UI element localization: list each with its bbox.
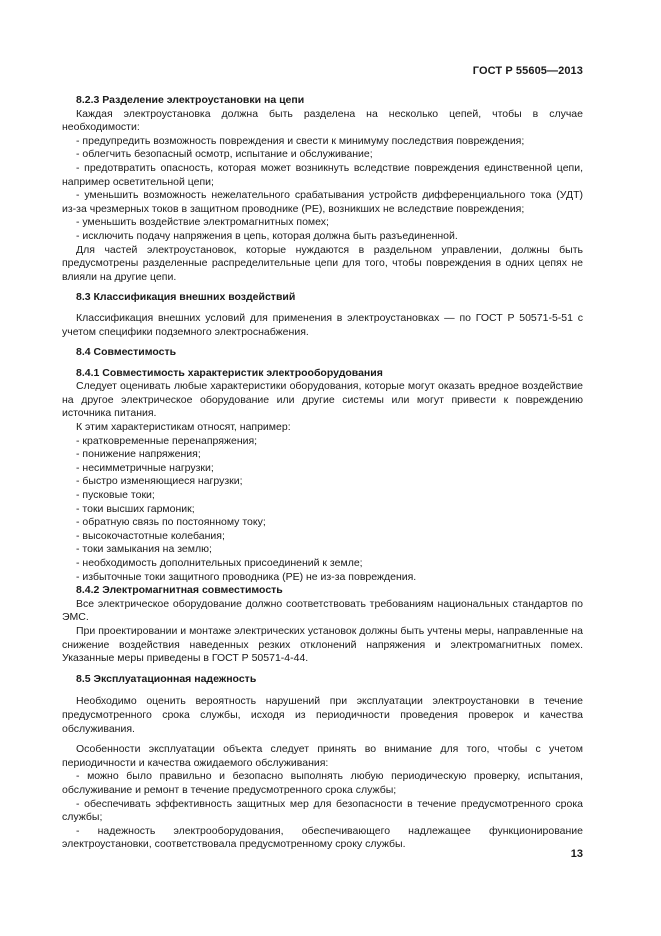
- section-heading-8-4-1: 8.4.1 Совместимость характеристик электрооборудования: [76, 366, 383, 379]
- list-item: - можно было правильно и безопасно выполнять любую периодическую проверку, испытания, обслуживание и ремонт в течение предусмотренного срока службы;: [62, 770, 583, 796]
- paragraph: Необходимо оценить вероятность нарушений при эксплуатации электроустановки в течение предусмотренного срока службы, исходя из периодичности проведения проверок и качества обслуживания.: [62, 695, 583, 735]
- paragraph: Для частей электроустановок, которые нуждаются в раздельном управлении, должны быть предусмотрены разделенные распределительные цепи для того, чтобы повреждения в одних цепях не влияли на другие цепи.: [62, 243, 583, 283]
- list-item: - высокочастотные колебания;: [76, 529, 225, 542]
- paragraph: Следует оценивать любые характеристики оборудования, которые могут оказать вредное воздействие на другое электрическое оборудование или другие системы или могут привести к повреждению источника питания.: [62, 380, 583, 420]
- list-item: - необходимость дополнительных присоединений к земле;: [76, 557, 363, 569]
- section-heading-8-4-2: 8.4.2 Электромагнитная совместимость: [76, 584, 283, 597]
- list-item: - токи высших гармоник;: [76, 502, 195, 515]
- list-item: - уменьшить возможность нежелательного срабатывания устройств дифференциального тока (УДТ) из-за чрезмерных токов в защитном проводнике (РЕ), возникших не вследствие повреждения;: [62, 189, 583, 215]
- list-item: - понижение напряжения;: [76, 448, 201, 461]
- paragraph: При проектировании и монтаже электрических установок должны быть учтены меры, направленные на снижение воздействия наведенных резких отклонений напряжения и электромагнитных помех. Указанные меры приведены в ГОСТ Р 50571-4-44.: [62, 624, 583, 665]
- section-heading-8-4: 8.4 Совместимость: [76, 346, 177, 359]
- section-heading-8-3: 8.3 Классификация внешних воздействий: [76, 291, 296, 304]
- list-item: - кратковременные перенапряжения;: [76, 434, 258, 447]
- list-item: - уменьшить воздействие электромагнитных помех;: [76, 216, 329, 229]
- document-body: [62, 94, 583, 852]
- page-number: 13: [570, 848, 583, 860]
- list-item: - избыточные токи защитного проводника (РЕ) не из-за повреждения.: [76, 570, 417, 583]
- list-item: - предотвратить опасность, которая может возникнуть вследствие повреждения единственной цепи, например осветительной цепи;: [62, 161, 583, 188]
- document-header: ГОСТ Р 55605—2013: [472, 65, 583, 77]
- list-item: - обратную связь по постоянному току;: [76, 516, 266, 529]
- list-item: - обеспечивать эффективность защитных мер для безопасности в течение предусмотренного срока службы;: [62, 797, 583, 824]
- paragraph: Все электрическое оборудование должно соответствовать требованиям национальных стандартов по ЭМС.: [62, 597, 583, 624]
- list-item: - пусковые токи;: [76, 489, 155, 502]
- list-item: - надежность электрооборудования, обеспечивающего надлежащее функционирование электроустановки, соответствовала предусмотренному сроку службы.: [62, 824, 583, 851]
- paragraph: К этим характеристикам относят, например:: [76, 421, 291, 434]
- list-item: - быстро изменяющиеся нагрузки;: [76, 475, 243, 488]
- list-item: - несимметричные нагрузки;: [76, 461, 214, 474]
- paragraph: Классификация внешних условий для применения в электроустановках — по ГОСТ Р 50571-5-51 с учетом специфики подземного электроснабжения.: [62, 311, 583, 338]
- list-item: - токи замыкания на землю;: [76, 543, 212, 556]
- list-item: - исключить подачу напряжения в цепь, которая должна быть разъединенной.: [76, 229, 458, 242]
- paragraph: Каждая электроустановка должна быть разделена на несколько цепей, чтобы в случае необходимости:: [62, 107, 583, 134]
- section-heading-8-5: 8.5 Эксплуатационная надежность: [76, 672, 257, 685]
- section-heading-8-2-3: 8.2.3 Разделение электроустановки на цепи: [76, 94, 305, 106]
- list-item: - облегчить безопасный осмотр, испытание и обслуживание;: [76, 148, 373, 161]
- list-item: - предупредить возможность повреждения и свести к минимуму последствия повреждения;: [76, 134, 525, 147]
- paragraph: Особенности эксплуатации объекта следует принять во внимание для того, чтобы с учетом периодичности и качества ожидаемого обслуживания:: [62, 743, 583, 769]
